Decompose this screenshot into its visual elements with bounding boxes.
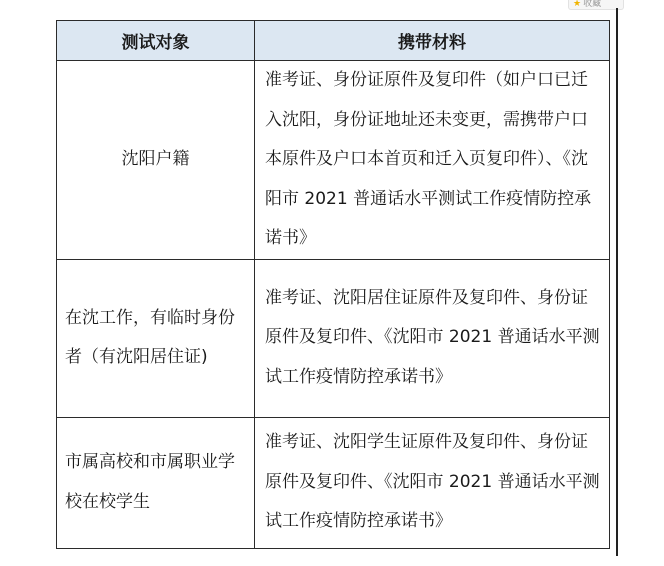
table-row xyxy=(57,417,610,548)
header-materials: 携带材料 xyxy=(255,21,610,61)
table-header-row xyxy=(57,21,610,61)
materials-cell: 准考证、身份证原件及复印件（如户口已迁入沈阳，身份证地址还未变更，需携带户口本原件及户口本首页和迁入页复印件）、《沈阳市 2021 普通话水平测试工作疫情防控承诺书》 xyxy=(255,61,610,260)
page-edge-rule xyxy=(616,8,618,556)
favorite-label: 收藏 xyxy=(583,0,602,9)
subject-cell: 市属高校和市属职业学校在校学生 xyxy=(57,417,255,548)
materials-table xyxy=(56,20,610,549)
materials-cell: 准考证、沈阳居住证原件及复印件、身份证原件及复印件、《沈阳市 2021 普通话水平测试工作疫情防控承诺书》 xyxy=(255,259,610,417)
subject-cell: 在沈工作，有临时身份者（有沈阳居住证) xyxy=(57,259,255,417)
star-icon: ★ xyxy=(573,0,582,9)
header-subject: 测试对象 xyxy=(57,21,255,61)
table-row xyxy=(57,61,610,260)
materials-cell: 准考证、沈阳学生证原件及复印件、身份证原件及复印件、《沈阳市 2021 普通话水平测试工作疫情防控承诺书》 xyxy=(255,417,610,548)
subject-cell: 沈阳户籍 xyxy=(57,61,255,260)
table-row xyxy=(57,259,610,417)
